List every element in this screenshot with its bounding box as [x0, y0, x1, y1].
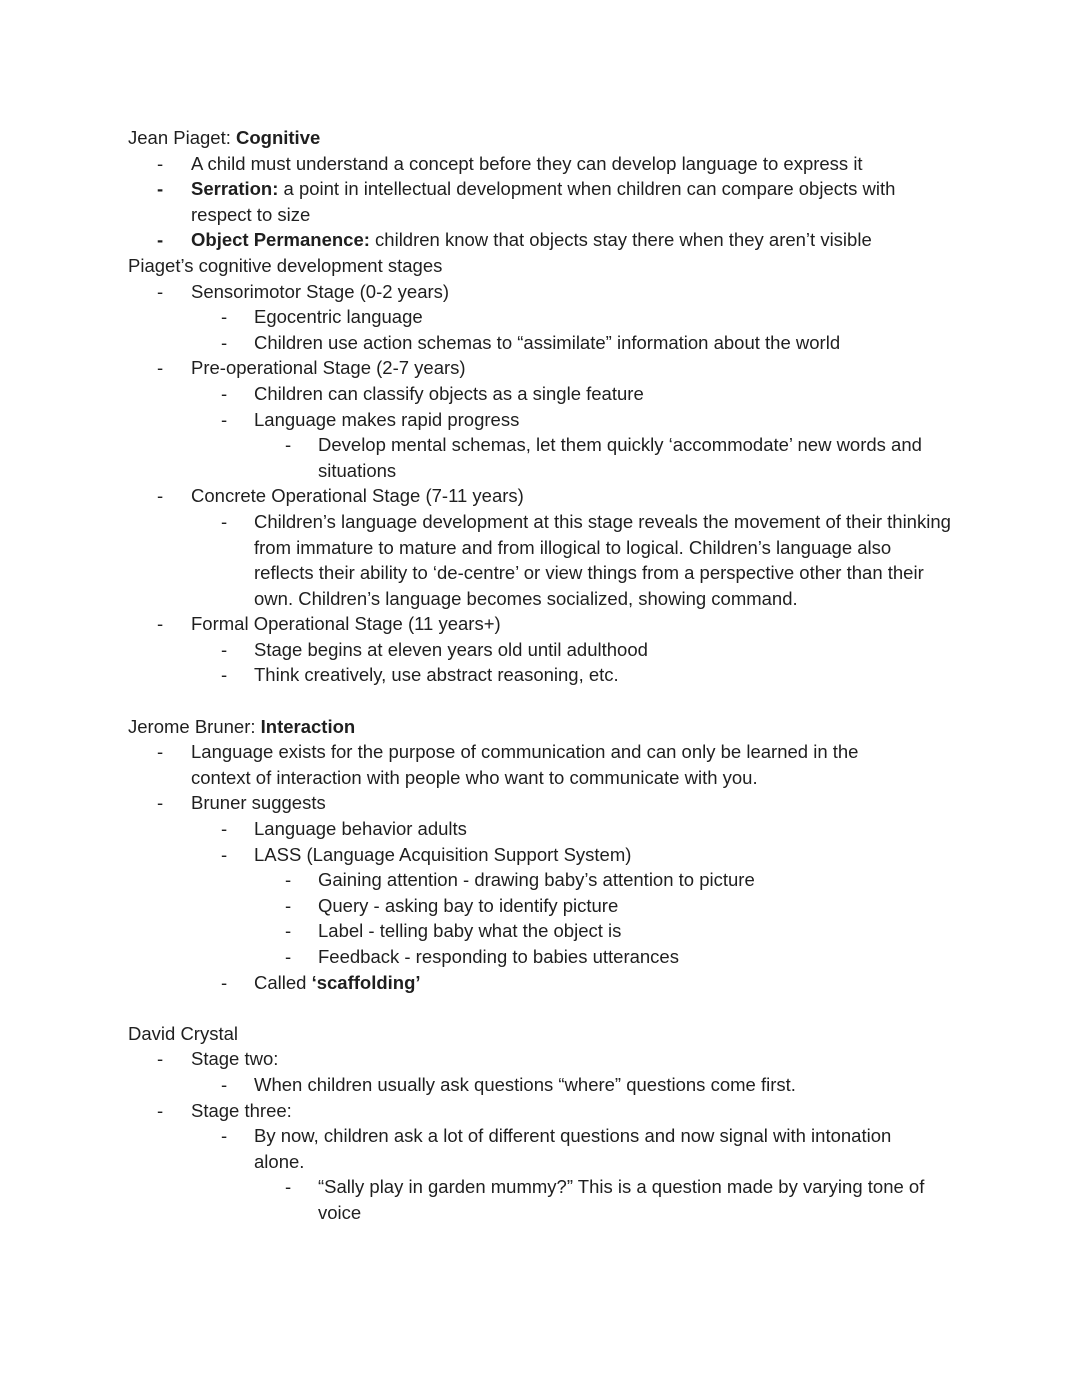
list-item-text	[191, 176, 951, 227]
list-item-text: Language exists for the purpose of communication and can only be learned in the context of interaction with people who want to communicate with you.	[191, 741, 859, 788]
bullet-dash: -	[285, 894, 292, 916]
list-item	[0, 509, 1080, 611]
list-item-text	[254, 970, 954, 996]
list-item-text: “Sally play in garden mummy?” This is a question made by varying tone of voice	[318, 1176, 925, 1223]
bullet-dash: -	[221, 971, 228, 993]
term-serration: Serration:	[191, 178, 279, 200]
stage-label-preoperational: Pre-operational Stage (2-7 years)	[191, 357, 466, 379]
stage-label-sensorimotor: Sensorimotor Stage (0-2 years)	[191, 280, 450, 302]
list-item	[0, 330, 1080, 356]
list-item-text: Develop mental schemas, let them quickly ‘accommodate’ new words and situations	[318, 434, 922, 481]
list-item	[0, 1072, 1080, 1098]
bruner-heading	[0, 714, 1080, 740]
list-item	[0, 279, 1080, 305]
list-item	[0, 970, 1080, 996]
list-item-text: Children can classify objects as a single feature	[254, 382, 644, 404]
list-item	[0, 176, 1080, 227]
section-spacer	[0, 688, 1080, 714]
bullet-dash: -	[221, 638, 228, 660]
list-item	[0, 381, 1080, 407]
list-item	[0, 790, 1080, 816]
list-item	[0, 151, 1080, 177]
list-item-text: Children’s language development at this stage reveals the movement of their thinking from immature to mature and from illogical to logical. Children’s language also reflects their ability to ‘de-centre’ or view things from a perspective other than their own. Children’s language becomes socialized, showing command.	[254, 510, 951, 609]
bullet-dash: -	[157, 741, 164, 763]
list-item-text: Feedback - responding to babies utterances	[318, 946, 679, 967]
bruner-heading-theme: Interaction	[260, 715, 356, 737]
bullet-dash: -	[221, 510, 228, 532]
term-scaffolding: ‘scaffolding’	[311, 971, 421, 993]
list-item	[0, 893, 1080, 919]
list-item-text: Language behavior adults	[254, 818, 467, 840]
piaget-heading-name: Jean Piaget:	[128, 127, 236, 148]
bullet-dash: -	[157, 357, 164, 379]
list-item	[0, 1174, 1080, 1225]
list-item-text: Label - telling baby what the object is	[318, 920, 622, 942]
bullet-dash: -	[157, 1099, 164, 1121]
list-item-text: Language makes rapid progress	[254, 408, 520, 430]
bullet-dash: -	[157, 229, 164, 251]
bullet-dash: -	[157, 152, 164, 174]
list-item	[0, 432, 1080, 483]
list-item-text: Gaining attention - drawing baby’s attention to picture	[318, 869, 755, 891]
bullet-dash: -	[157, 1048, 164, 1070]
list-item-text: LASS (Language Acquisition Support System)	[254, 843, 632, 865]
bullet-dash: -	[285, 1176, 292, 1198]
bullet-dash: -	[157, 178, 164, 200]
list-item	[0, 867, 1080, 893]
list-item	[0, 816, 1080, 842]
bullet-dash: -	[285, 434, 292, 456]
called-prefix: Called	[254, 971, 312, 993]
list-item	[0, 637, 1080, 663]
piaget-heading	[0, 125, 1080, 151]
bullet-dash: -	[221, 382, 228, 404]
list-item	[0, 842, 1080, 868]
list-item	[0, 355, 1080, 381]
bullet-dash: -	[221, 843, 228, 865]
list-item	[0, 227, 1080, 253]
list-item	[0, 611, 1080, 637]
bullet-dash: -	[285, 920, 292, 942]
bullet-dash: -	[221, 1125, 228, 1147]
definition-object-permanence: children know that objects stay there when they aren’t visible	[369, 229, 872, 251]
crystal-heading: David Crystal	[128, 1022, 238, 1044]
list-item-text: Bruner suggests	[191, 792, 326, 814]
list-item-text: When children usually ask questions “where” questions come first.	[254, 1073, 796, 1095]
list-item	[0, 1098, 1080, 1124]
bullet-dash: -	[221, 664, 228, 686]
bullet-dash: -	[157, 485, 164, 507]
bruner-heading-name: Jerome Bruner:	[128, 715, 261, 737]
bullet-dash: -	[221, 306, 228, 328]
list-item	[0, 483, 1080, 509]
bullet-dash: -	[157, 280, 164, 302]
term-object-permanence: Object Permanence:	[191, 229, 370, 251]
stages-heading: Piaget’s cognitive development stages	[128, 254, 443, 276]
bullet-dash: -	[221, 408, 228, 430]
list-item	[0, 304, 1080, 330]
definition-serration: a point in intellectual development when children can compare objects with respect to size	[191, 178, 896, 225]
bullet-dash: -	[221, 331, 228, 353]
bullet-dash: -	[285, 869, 292, 891]
list-item	[0, 1123, 1080, 1174]
stage-label-concrete: Concrete Operational Stage (7-11 years)	[191, 485, 524, 507]
stage-label-formal: Formal Operational Stage (11 years+)	[191, 613, 501, 635]
list-item	[0, 407, 1080, 433]
list-item-text	[191, 227, 951, 253]
piaget-heading-theme: Cognitive	[236, 127, 321, 148]
list-item	[0, 1046, 1080, 1072]
list-item-text: Children use action schemas to “assimilate” information about the world	[254, 331, 841, 353]
bullet-dash: -	[221, 818, 228, 840]
bullet-dash: -	[285, 946, 292, 967]
bullet-dash: -	[157, 613, 164, 635]
bullet-dash: -	[157, 792, 164, 814]
list-item-text: A child must understand a concept before they can develop language to express it	[191, 152, 863, 174]
document-page	[0, 125, 1080, 1226]
list-item	[0, 662, 1080, 688]
list-item-text: By now, children ask a lot of different questions and now signal with intonation alone.	[254, 1125, 892, 1172]
list-item-text: Stage begins at eleven years old until adulthood	[254, 638, 648, 660]
list-item-text: Think creatively, use abstract reasoning, etc.	[254, 664, 619, 686]
list-item-text: Egocentric language	[254, 306, 423, 328]
list-item-text: Stage three:	[191, 1099, 292, 1121]
list-item	[0, 739, 1080, 790]
section-spacer	[0, 995, 1080, 1021]
list-item	[0, 944, 1080, 970]
bullet-dash: -	[221, 1073, 228, 1095]
list-item	[0, 918, 1080, 944]
list-item-text: Query - asking bay to identify picture	[318, 894, 619, 916]
list-item-text: Stage two:	[191, 1048, 279, 1070]
